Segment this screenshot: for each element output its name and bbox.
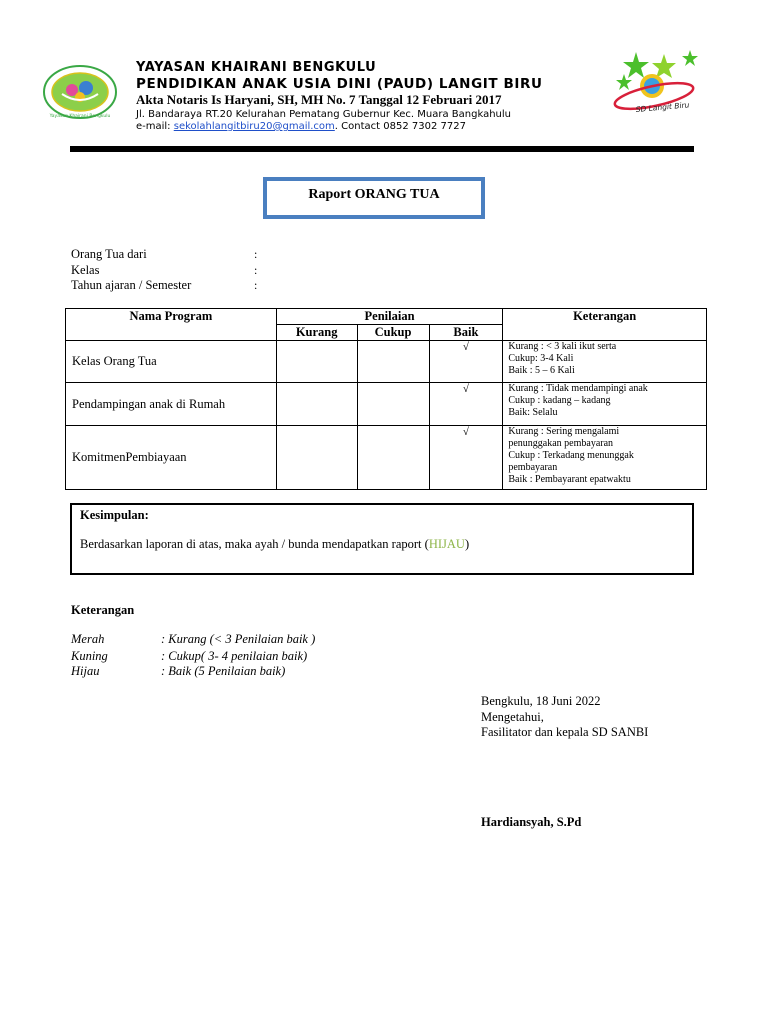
cell-baik-check: √: [429, 341, 503, 383]
ket-line: Kurang : Sering mengalami: [508, 426, 620, 437]
cell-baik-check: √: [429, 426, 503, 490]
ket-line: Baik : Pembayarant epatwaktu: [508, 474, 631, 485]
sd-langit-biru-logo: [606, 46, 702, 122]
email-label: e-mail:: [136, 121, 174, 132]
email-link[interactable]: sekolahlangitbiru20@gmail.com: [173, 121, 335, 132]
ket-line: Baik: Selalu: [508, 407, 558, 418]
table-row: [66, 383, 707, 426]
legend-desc-hijau: : Baik (5 Penilaian baik): [161, 664, 286, 678]
header-program: Nama Program: [66, 309, 277, 341]
address: Jl. Bandaraya RT.20 Kelurahan Pematang Gubernur Kec. Muara Bangkahulu: [136, 109, 512, 120]
ket-line: pembayaran: [508, 462, 558, 473]
contact-phone: . Contact 0852 7302 7727: [334, 121, 466, 132]
header-penilaian: Penilaian: [276, 309, 503, 325]
header-keterangan: Keterangan: [503, 309, 707, 341]
kesimpulan-text-before: Berdasarkan laporan di atas, maka ayah / bunda mendapatkan raport (: [80, 537, 429, 551]
svg-text:Yayasan Khairani Bengkulu: Yayasan Khairani Bengkulu: [49, 114, 111, 119]
cell-kurang: [276, 426, 357, 490]
info-year-colon: :: [254, 278, 258, 292]
cell-kurang: [276, 341, 357, 383]
header-kurang: Kurang: [276, 325, 357, 341]
keterangan-cell: [503, 383, 707, 426]
keterangan-cell: [503, 426, 707, 490]
yayasan-logo: [42, 64, 118, 120]
kesimpulan-text: [80, 537, 469, 552]
info-parent-colon: :: [254, 247, 258, 261]
ket-line: Kurang : Tidak mendampingi anak: [508, 383, 648, 394]
page-title: Raport ORANG TUA: [308, 187, 440, 202]
foundation-name: YAYASAN KHAIRANI BENGKULU: [136, 60, 377, 75]
legend-label-merah: Merah: [71, 632, 105, 646]
signer-role: Fasilitator dan kepala SD SANBI: [481, 725, 649, 739]
keterangan-cell: [503, 341, 707, 383]
assessment-table: [65, 308, 707, 490]
legend-desc-merah: : Kurang (< 3 Penilaian baik ): [161, 632, 316, 646]
legend-desc-kuning: : Cukup( 3- 4 penilaian baik): [161, 649, 308, 663]
table-row: [66, 341, 707, 383]
place-date: Bengkulu, 18 Juni 2022: [481, 694, 601, 708]
cell-cukup: [357, 426, 429, 490]
info-class-colon: :: [254, 263, 258, 277]
cell-kurang: [276, 383, 357, 426]
program-name: Kelas Orang Tua: [66, 341, 277, 383]
title-box: [263, 177, 485, 219]
program-name: Pendampingan anak di Rumah: [66, 383, 277, 426]
info-parent-label: Orang Tua dari: [71, 247, 147, 261]
header-cukup: Cukup: [357, 325, 429, 341]
legend-title: Keterangan: [71, 603, 135, 617]
header-baik: Baik: [429, 325, 503, 341]
cell-cukup: [357, 383, 429, 426]
signer-name: Hardiansyah, S.Pd: [481, 815, 582, 829]
svg-text:SD Langit Biru: SD Langit Biru: [635, 100, 690, 114]
contact-line: [136, 121, 466, 132]
notary-deed: Akta Notaris Is Haryani, SH, MH No. 7 Tanggal 12 Februari 2017: [136, 92, 502, 107]
grade-result: HIJAU: [428, 537, 465, 551]
info-class-label: Kelas: [71, 263, 100, 277]
school-name: PENDIDIKAN ANAK USIA DINI (PAUD) LANGIT BIRU: [136, 76, 543, 92]
kesimpulan-title: Kesimpulan:: [80, 508, 149, 522]
legend-label-hijau: Hijau: [71, 664, 100, 678]
ket-line: Cukup: 3-4 Kali: [508, 353, 574, 364]
cell-baik-check: √: [429, 383, 503, 426]
table-row: [66, 426, 707, 490]
header-rule: [70, 146, 694, 152]
ket-line: Cukup : Terkadang menunggak: [508, 450, 634, 461]
cell-cukup: [357, 341, 429, 383]
ket-line: Baik : 5 – 6 Kali: [508, 365, 575, 376]
ket-line: Cukup : kadang – kadang: [508, 395, 611, 406]
info-year-label: Tahun ajaran / Semester: [71, 278, 192, 292]
ket-line: Kurang : < 3 kali ikut serta: [508, 341, 617, 352]
program-name: KomitmenPembiayaan: [66, 426, 277, 490]
kesimpulan-text-after: ): [464, 537, 470, 551]
acknowledged-label: Mengetahui,: [481, 710, 544, 724]
legend-label-kuning: Kuning: [71, 649, 108, 663]
ket-line: penunggakan pembayaran: [508, 438, 614, 449]
